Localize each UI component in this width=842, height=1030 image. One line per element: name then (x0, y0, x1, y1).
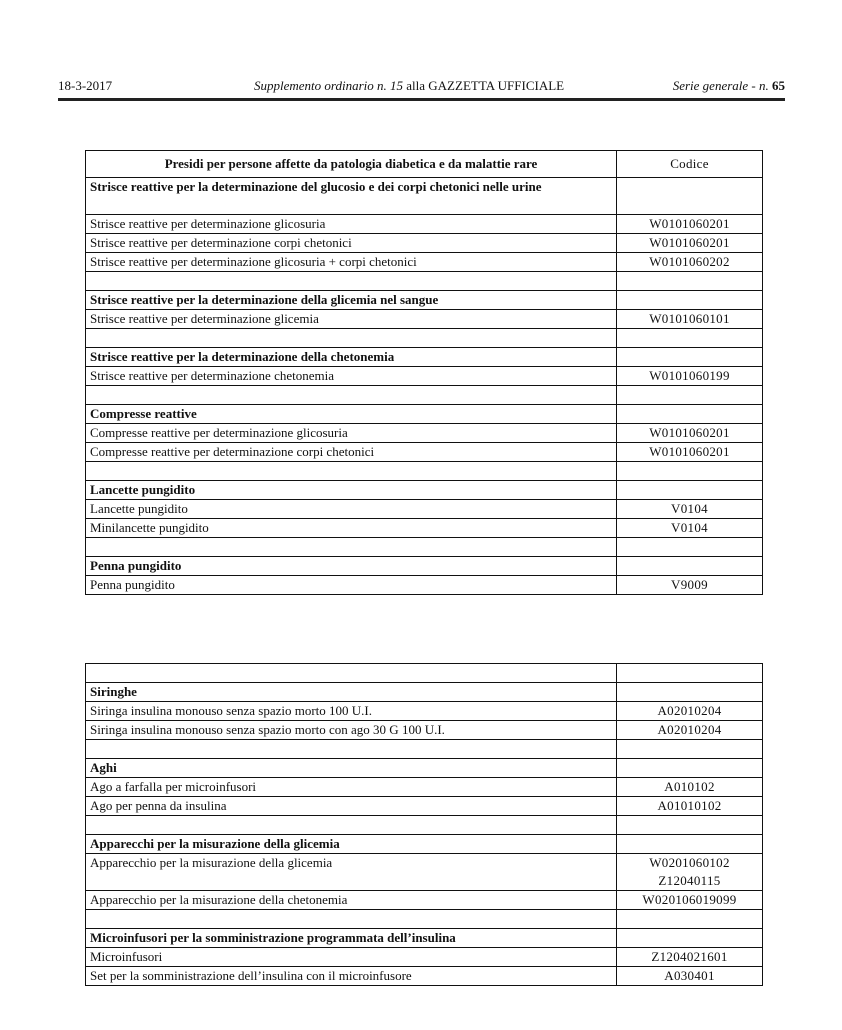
spacer-row (86, 816, 763, 835)
item-label: Penna pungidito (86, 557, 617, 576)
item-label: Aghi (86, 759, 617, 778)
item-code (617, 683, 763, 702)
item-label: Siringa insulina monouso senza spazio morto con ago 30 G 100 U.I. (86, 721, 617, 740)
item-label: Apparecchio per la misurazione della glicemia (86, 854, 617, 891)
table-row (86, 519, 763, 538)
section-header-row (86, 348, 763, 367)
header-supplement: Supplemento ordinario n. 15 (254, 78, 404, 93)
table-row (86, 854, 763, 891)
section-header-row (86, 178, 763, 215)
item-code: A030401 (617, 967, 763, 986)
item-label: Set per la somministrazione dell’insulina con il microinfusore (86, 967, 617, 986)
header-rule (58, 98, 785, 101)
item-code-secondary: Z12040115 (658, 873, 721, 888)
item-code: V9009 (617, 576, 763, 595)
spacer-row (86, 740, 763, 759)
item-code (617, 291, 763, 310)
item-label: Lancette pungidito (86, 500, 617, 519)
column-header-presidi: Presidi per persone affette da patologia diabetica e da malattie rare (86, 151, 617, 178)
item-code (617, 405, 763, 424)
section-header-row (86, 683, 763, 702)
item-code (617, 348, 763, 367)
diabetes-supplies-table (85, 150, 763, 595)
table-row (86, 310, 763, 329)
section-header-row (86, 929, 763, 948)
item-code: V0104 (617, 500, 763, 519)
item-label: Strisce reattive per la determinazione del glucosio e dei corpi chetonici nelle urine (86, 178, 617, 215)
item-code: A02010204 (617, 702, 763, 721)
item-label: Strisce reattive per determinazione glicosuria + corpi chetonici (86, 253, 617, 272)
spacer-row (86, 664, 763, 683)
item-label: Apparecchio per la misurazione della chetonemia (86, 891, 617, 910)
table-row (86, 967, 763, 986)
item-code: W0101060202 (617, 253, 763, 272)
spacer-row (86, 462, 763, 481)
table-row (86, 778, 763, 797)
section-header-row (86, 759, 763, 778)
item-label: Lancette pungidito (86, 481, 617, 500)
item-code: W0101060101 (617, 310, 763, 329)
item-label (86, 664, 617, 683)
header-publication (254, 78, 564, 94)
item-code-primary: W0201060102 (649, 855, 730, 870)
item-code: A010102 (617, 778, 763, 797)
table-row (86, 234, 763, 253)
table-row (86, 215, 763, 234)
table-row (86, 721, 763, 740)
spacer-row (86, 329, 763, 348)
table-row (86, 367, 763, 386)
table-row (86, 443, 763, 462)
item-label (86, 272, 617, 291)
item-label: Compresse reattive per determinazione corpi chetonici (86, 443, 617, 462)
item-label: Compresse reattive (86, 405, 617, 424)
item-code (617, 386, 763, 405)
table-row (86, 500, 763, 519)
header-date: 18-3-2017 (58, 78, 113, 93)
item-code: W020106019099 (617, 891, 763, 910)
insulin-supplies-table (85, 663, 763, 986)
item-code (617, 929, 763, 948)
table-row (86, 891, 763, 910)
header-gazette: alla GAZZETTA UFFICIALE (403, 78, 565, 93)
item-label: Minilancette pungidito (86, 519, 617, 538)
item-label: Ago a farfalla per microinfusori (86, 778, 617, 797)
spacer-row (86, 910, 763, 929)
item-code (617, 816, 763, 835)
header-series-label: Serie generale - n. (672, 78, 772, 93)
spacer-row (86, 386, 763, 405)
column-header-codice: Codice (617, 151, 763, 178)
section-header-row (86, 405, 763, 424)
item-label: Compresse reattive per determinazione glicosuria (86, 424, 617, 443)
item-label: Strisce reattive per determinazione corpi chetonici (86, 234, 617, 253)
item-code: W0101060201 (617, 424, 763, 443)
item-code (617, 178, 763, 215)
item-label (86, 329, 617, 348)
item-label (86, 386, 617, 405)
item-code (617, 759, 763, 778)
item-code: W0101060201 (617, 443, 763, 462)
item-label: Penna pungidito (86, 576, 617, 595)
item-code: W0101060201 (617, 215, 763, 234)
item-label: Siringa insulina monouso senza spazio morto 100 U.I. (86, 702, 617, 721)
item-code (617, 557, 763, 576)
header-series-number: 65 (772, 78, 785, 93)
section-header-row (86, 835, 763, 854)
item-code (617, 664, 763, 683)
item-label (86, 910, 617, 929)
item-label: Ago per penna da insulina (86, 797, 617, 816)
table-row (86, 424, 763, 443)
table-header-row (86, 151, 763, 178)
item-code (617, 740, 763, 759)
table-row (86, 253, 763, 272)
item-label: Microinfusori per la somministrazione programmata dell’insulina (86, 929, 617, 948)
item-code: A02010204 (617, 721, 763, 740)
item-code (617, 329, 763, 348)
item-label: Strisce reattive per determinazione glicosuria (86, 215, 617, 234)
item-label (86, 462, 617, 481)
section-header-row (86, 557, 763, 576)
item-code: Z1204021601 (617, 948, 763, 967)
header-series (673, 78, 785, 94)
item-code: A01010102 (617, 797, 763, 816)
table-row (86, 948, 763, 967)
item-label (86, 740, 617, 759)
item-code (617, 910, 763, 929)
item-code (617, 462, 763, 481)
spacer-row (86, 272, 763, 291)
item-label (86, 816, 617, 835)
item-label: Apparecchi per la misurazione della glicemia (86, 835, 617, 854)
item-label: Strisce reattive per la determinazione della chetonemia (86, 348, 617, 367)
table-row (86, 702, 763, 721)
item-label (86, 538, 617, 557)
item-label: Microinfusori (86, 948, 617, 967)
section-header-row (86, 481, 763, 500)
page-header (58, 78, 785, 100)
section-header-row (86, 291, 763, 310)
item-code (617, 835, 763, 854)
item-label: Siringhe (86, 683, 617, 702)
item-code: W0101060199 (617, 367, 763, 386)
item-label: Strisce reattive per determinazione glicemia (86, 310, 617, 329)
table-row (86, 797, 763, 816)
item-code (617, 854, 763, 891)
item-label: Strisce reattive per determinazione chetonemia (86, 367, 617, 386)
table-row (86, 576, 763, 595)
item-label: Strisce reattive per la determinazione della glicemia nel sangue (86, 291, 617, 310)
item-code: V0104 (617, 519, 763, 538)
item-code: W0101060201 (617, 234, 763, 253)
item-code (617, 538, 763, 557)
spacer-row (86, 538, 763, 557)
item-code (617, 272, 763, 291)
item-code (617, 481, 763, 500)
